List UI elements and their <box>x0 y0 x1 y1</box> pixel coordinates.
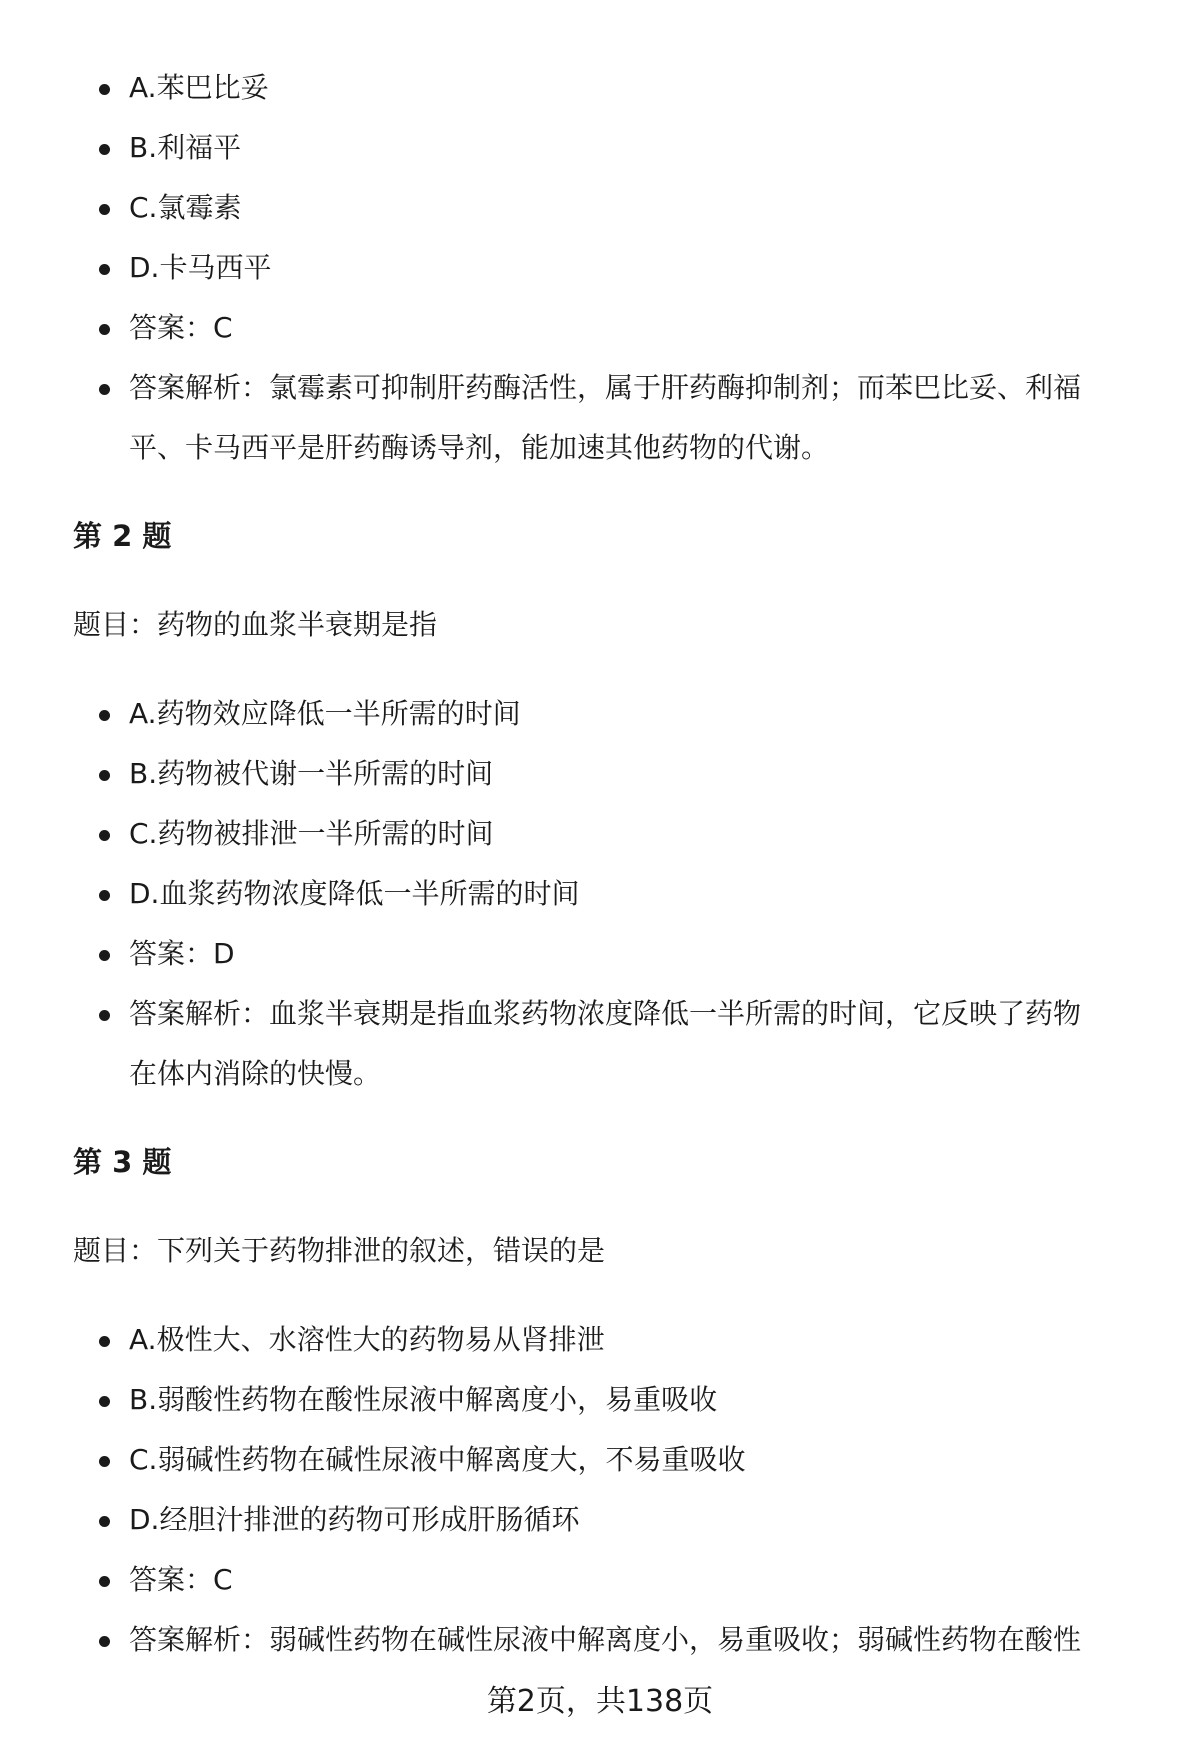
q1-option-b: B.利福平 <box>129 118 1149 178</box>
q1-option-c: C.氯霉素 <box>129 178 1149 238</box>
bullet-icon <box>99 1336 110 1347</box>
q3-option-b: B.弱酸性药物在酸性尿液中解离度小，易重吸收 <box>129 1370 1149 1430</box>
q2-answer: 答案：D <box>129 924 1149 984</box>
bullet-icon <box>99 324 110 335</box>
bullet-icon <box>99 1576 110 1587</box>
q2-stem: 题目：药物的血浆半衰期是指 <box>73 608 438 641</box>
bullet-icon <box>99 770 110 781</box>
bullet-icon <box>99 1456 110 1467</box>
bullet-icon <box>99 1010 110 1021</box>
q3-stem: 题目：下列关于药物排泄的叙述，错误的是 <box>73 1234 606 1267</box>
bullet-icon <box>99 950 110 961</box>
bullet-icon <box>99 1396 110 1407</box>
bullet-icon <box>99 890 110 901</box>
q2-heading: 第 2 题 <box>73 519 172 553</box>
q3-option-a: A.极性大、水溶性大的药物易从肾排泄 <box>129 1310 1149 1370</box>
q3-option-c: C.弱碱性药物在碱性尿液中解离度大，不易重吸收 <box>129 1430 1149 1490</box>
q3-option-d: D.经胆汁排泄的药物可形成肝肠循环 <box>129 1490 1149 1550</box>
q2-option-d: D.血浆药物浓度降低一半所需的时间 <box>129 864 1149 924</box>
bullet-icon <box>99 264 110 275</box>
q2-option-b: B.药物被代谢一半所需的时间 <box>129 744 1149 804</box>
bullet-icon <box>99 204 110 215</box>
q1-analysis: 答案解析：氯霉素可抑制肝药酶活性，属于肝药酶抑制剂；而苯巴比妥、利福 平、卡马西平是肝药酶诱导剂，能加速其他药物的代谢。 <box>129 358 1149 478</box>
q1-option-d: D.卡马西平 <box>129 238 1149 298</box>
bullet-icon <box>99 1516 110 1527</box>
q1-answer: 答案：C <box>129 298 1149 358</box>
bullet-icon <box>99 84 110 95</box>
q3-answer: 答案：C <box>129 1550 1149 1610</box>
bullet-icon <box>99 1636 110 1647</box>
q2-analysis: 答案解析：血浆半衰期是指血浆药物浓度降低一半所需的时间，它反映了药物 在体内消除的快慢。 <box>129 984 1149 1104</box>
q2-option-a: A.药物效应降低一半所需的时间 <box>129 684 1149 744</box>
q3-heading: 第 3 题 <box>73 1145 172 1179</box>
bullet-icon <box>99 830 110 841</box>
page-footer: 第2页，共138页 <box>486 1684 714 1719</box>
bullet-icon <box>99 384 110 395</box>
bullet-icon <box>99 710 110 721</box>
q1-option-a: A.苯巴比妥 <box>129 58 1149 118</box>
q2-option-c: C.药物被排泄一半所需的时间 <box>129 804 1149 864</box>
bullet-icon <box>99 144 110 155</box>
q3-analysis: 答案解析：弱碱性药物在碱性尿液中解离度小，易重吸收；弱碱性药物在酸性 <box>129 1610 1149 1670</box>
